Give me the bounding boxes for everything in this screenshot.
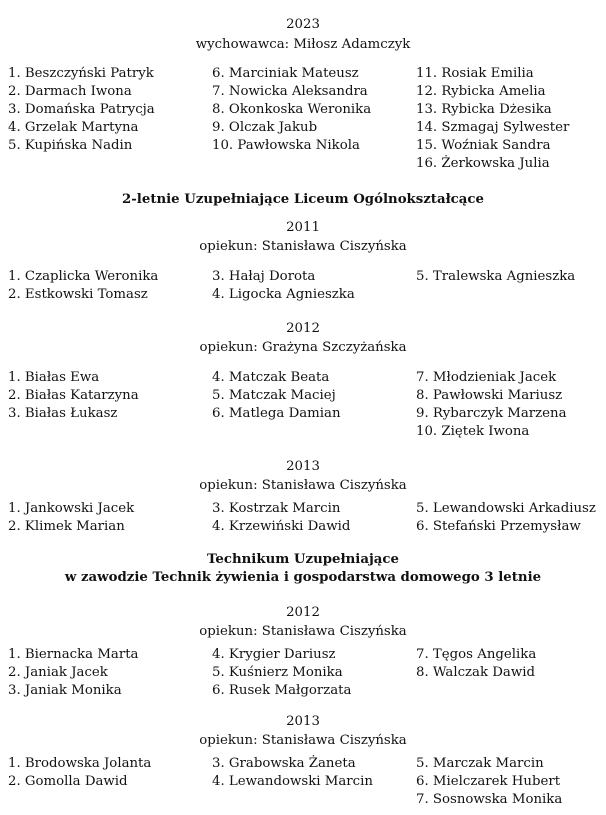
student-list-item: 2. Estkowski Tomasz xyxy=(8,287,148,302)
class-year: 2011 xyxy=(286,220,320,235)
student-list-item: 2. Darmach Iwona xyxy=(8,84,132,99)
student-list-item: 5. Marczak Marcin xyxy=(416,756,544,771)
student-list-item: 11. Rosiak Emilia xyxy=(416,66,534,81)
class-year: 2023 xyxy=(286,17,320,32)
class-tutor: opiekun: Stanisława Ciszyńska xyxy=(199,478,407,493)
student-list-item: 14. Szmagaj Sylwester xyxy=(416,120,570,135)
student-list-item: 2. Janiak Jacek xyxy=(8,665,108,680)
student-list-item: 8. Okonkoska Weronika xyxy=(212,102,372,117)
student-list-item: 7. Nowicka Aleksandra xyxy=(212,84,368,99)
student-list-item: 8. Walczak Dawid xyxy=(416,665,536,680)
student-list-item: 12. Rybicka Amelia xyxy=(416,84,546,99)
student-list-item: 3. Hałaj Dorota xyxy=(212,269,316,284)
student-list-item: 3. Grabowska Żaneta xyxy=(212,756,356,771)
student-list-item: 1. Biernacka Marta xyxy=(8,647,139,662)
student-list-item: 16. Żerkowska Julia xyxy=(416,156,550,171)
student-list-item: 9. Olczak Jakub xyxy=(212,120,318,135)
student-list-item: 6. Stefański Przemysław xyxy=(416,519,581,534)
student-list-item: 15. Woźniak Sandra xyxy=(416,138,551,153)
student-list-item: 1. Czaplicka Weronika xyxy=(8,269,159,284)
student-list-item: 4. Grzelak Martyna xyxy=(8,120,139,135)
student-list-item: 13. Rybicka Dżesika xyxy=(416,102,552,117)
student-list-item: 2. Gomolla Dawid xyxy=(8,774,128,789)
student-list-item: 1. Białas Ewa xyxy=(8,370,100,385)
class-tutor: opiekun: Grażyna Szczyżańska xyxy=(199,340,407,355)
student-list-item: 1. Jankowski Jacek xyxy=(8,501,135,516)
student-list-item: 6. Rusek Małgorzata xyxy=(212,683,352,698)
student-list-item: 5. Lewandowski Arkadiusz xyxy=(416,501,596,516)
student-list-item: 7. Młodzieniak Jacek xyxy=(416,370,557,385)
section-heading: 2-letnie Uzupełniające Liceum Ogólnokształcące xyxy=(122,192,484,207)
student-list-item: 5. Kuśnierz Monika xyxy=(212,665,343,680)
student-list-item: 6. Matlega Damian xyxy=(212,406,341,421)
class-year: 2012 xyxy=(286,605,320,620)
class-tutor: opiekun: Stanisława Ciszyńska xyxy=(199,624,407,639)
class-year: 2012 xyxy=(286,321,320,336)
student-list-item: 4. Matczak Beata xyxy=(212,370,330,385)
student-list-item: 10. Ziętek Iwona xyxy=(416,424,530,439)
student-list-item: 6. Mielczarek Hubert xyxy=(416,774,561,789)
student-list-item: 7. Sosnowska Monika xyxy=(416,792,563,807)
class-year: 2013 xyxy=(286,714,320,729)
section-subheading: w zawodzie Technik żywienia i gospodarstwa domowego 3 letnie xyxy=(64,570,542,585)
student-list-item: 3. Domańska Patrycja xyxy=(8,102,155,117)
student-list-item: 3. Janiak Monika xyxy=(8,683,122,698)
student-list-item: 4. Krzewiński Dawid xyxy=(212,519,351,534)
class-tutor: opiekun: Stanisława Ciszyńska xyxy=(199,239,407,254)
student-list-item: 7. Tęgos Angelika xyxy=(416,647,537,662)
section-heading: Technikum Uzupełniające xyxy=(207,552,399,567)
student-list-item: 2. Białas Katarzyna xyxy=(8,388,139,403)
student-list-item: 6. Marciniak Mateusz xyxy=(212,66,359,81)
student-list-item: 10. Pawłowska Nikola xyxy=(212,138,360,153)
student-list-item: 4. Ligocka Agnieszka xyxy=(212,287,355,302)
student-list-item: 5. Kupińska Nadin xyxy=(8,138,133,153)
student-list-item: 3. Kostrzak Marcin xyxy=(212,501,341,516)
student-list-item: 5. Tralewska Agnieszka xyxy=(416,269,576,284)
student-list-item: 1. Brodowska Jolanta xyxy=(8,756,152,771)
student-list-item: 3. Białas Łukasz xyxy=(8,406,118,421)
student-list-item: 4. Krygier Dariusz xyxy=(212,647,336,662)
class-year: 2013 xyxy=(286,459,320,474)
class-tutor: wychowawca: Miłosz Adamczyk xyxy=(195,37,411,52)
student-list-item: 2. Klimek Marian xyxy=(8,519,125,534)
student-list-item: 4. Lewandowski Marcin xyxy=(212,774,373,789)
class-tutor: opiekun: Stanisława Ciszyńska xyxy=(199,733,407,748)
student-list-item: 8. Pawłowski Mariusz xyxy=(416,388,563,403)
student-list-item: 5. Matczak Maciej xyxy=(212,388,336,403)
student-list-item: 1. Beszczyński Patryk xyxy=(8,66,154,81)
student-list-item: 9. Rybarczyk Marzena xyxy=(416,406,567,421)
